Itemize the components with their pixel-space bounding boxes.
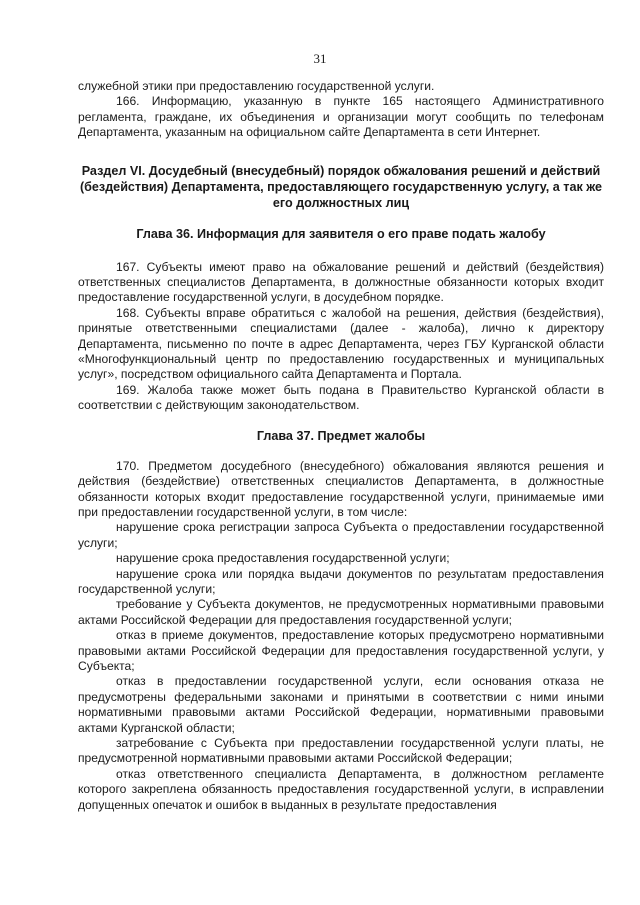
paragraph: 170. Предметом досудебного (внесудебного) обжалования являются решения и действия (бездействие) ответственных специалистов Департамента, в должностные обязанности которых входит предоставление государственной услуги, принимаемые ими при предоставлении государственной услуги, в том числе: bbox=[78, 458, 604, 519]
paragraph: 169. Жалоба также может быть подана в Правительство Курганской области в соответствии с действующим законодательством. bbox=[78, 382, 604, 413]
paragraph: 167. Субъекты имеют право на обжалование решений и действий (бездействия) ответственных специалистов Департамента, в должностные обязанности которых входит предоставление государственной услуги, в досудебном порядке. bbox=[78, 259, 604, 305]
list-item: нарушение срока регистрации запроса Субъекта о предоставлении государственной услуги; bbox=[78, 520, 604, 550]
paragraph: 168. Субъекты вправе обратиться с жалобой на решения, действия (бездействия), принятые ответственными специалистами (далее - жалоба), лично к директору Департамента, письменно по почте в адрес Департамента, через ГБУ Курганской области «Многофункциональный центр по предоставлению государственных и муниципальных услуг», посредством официального сайта Департамента и Портала. bbox=[78, 305, 604, 382]
paragraph: служебной этики при предоставлению государственной услуги. bbox=[78, 79, 435, 93]
chapter-title: Глава 37. Предмет жалобы bbox=[256, 428, 426, 443]
list-item: нарушение срока предоставления государственной услуги; bbox=[116, 551, 450, 566]
paragraph: 166. Информацию, указанную в пункте 165 настоящего Административного регламента, граждане, их объединения и организации могут сообщить по телефонам Департамента, указанным на официальном сайте Департамента в сети Интернет. bbox=[78, 94, 604, 140]
section-title: Раздел VI. Досудебный (внесудебный) порядок обжалования решений и действий (бездействия) Департамента, предоставляющего государственную услугу, а так же его должностных лиц bbox=[79, 163, 603, 210]
list-item: отказ в предоставлении государственной услуги, если основания отказа не предусмотрены федеральными законами и принятыми в соответствии с ними иными нормативными правовыми актами Российской Федерации, нормативными правовыми актами Курганской области; bbox=[78, 674, 604, 735]
list-item: затребование с Субъекта при предоставлении государственной услуги платы, не предусмотренной нормативными правовыми актами Российской Федерации; bbox=[78, 736, 604, 766]
list-item: отказ ответственного специалиста Департамента, в должностном регламенте которого закреплена обязанность предоставления государственной услуги, в исправлении допущенных опечаток и ошибок в выданных в результате предоставления bbox=[78, 766, 604, 812]
list-item: отказ в приеме документов, предоставление которых предусмотрено нормативными правовыми актами Российской Федерации для предоставления государственной услуги, у Субъекта; bbox=[78, 628, 604, 673]
chapter-title: Глава 36. Информация для заявителя о его праве подать жалобу bbox=[136, 226, 546, 241]
list-item: нарушение срока или порядка выдачи документов по результатам предоставления государственной услуги; bbox=[78, 566, 604, 596]
document-body bbox=[78, 79, 604, 813]
list-item: требование у Субъекта документов, не предусмотренных нормативными правовыми актами Российской Федерации для предоставления государственной услуги; bbox=[78, 597, 604, 627]
page-number: 31 bbox=[313, 51, 327, 66]
